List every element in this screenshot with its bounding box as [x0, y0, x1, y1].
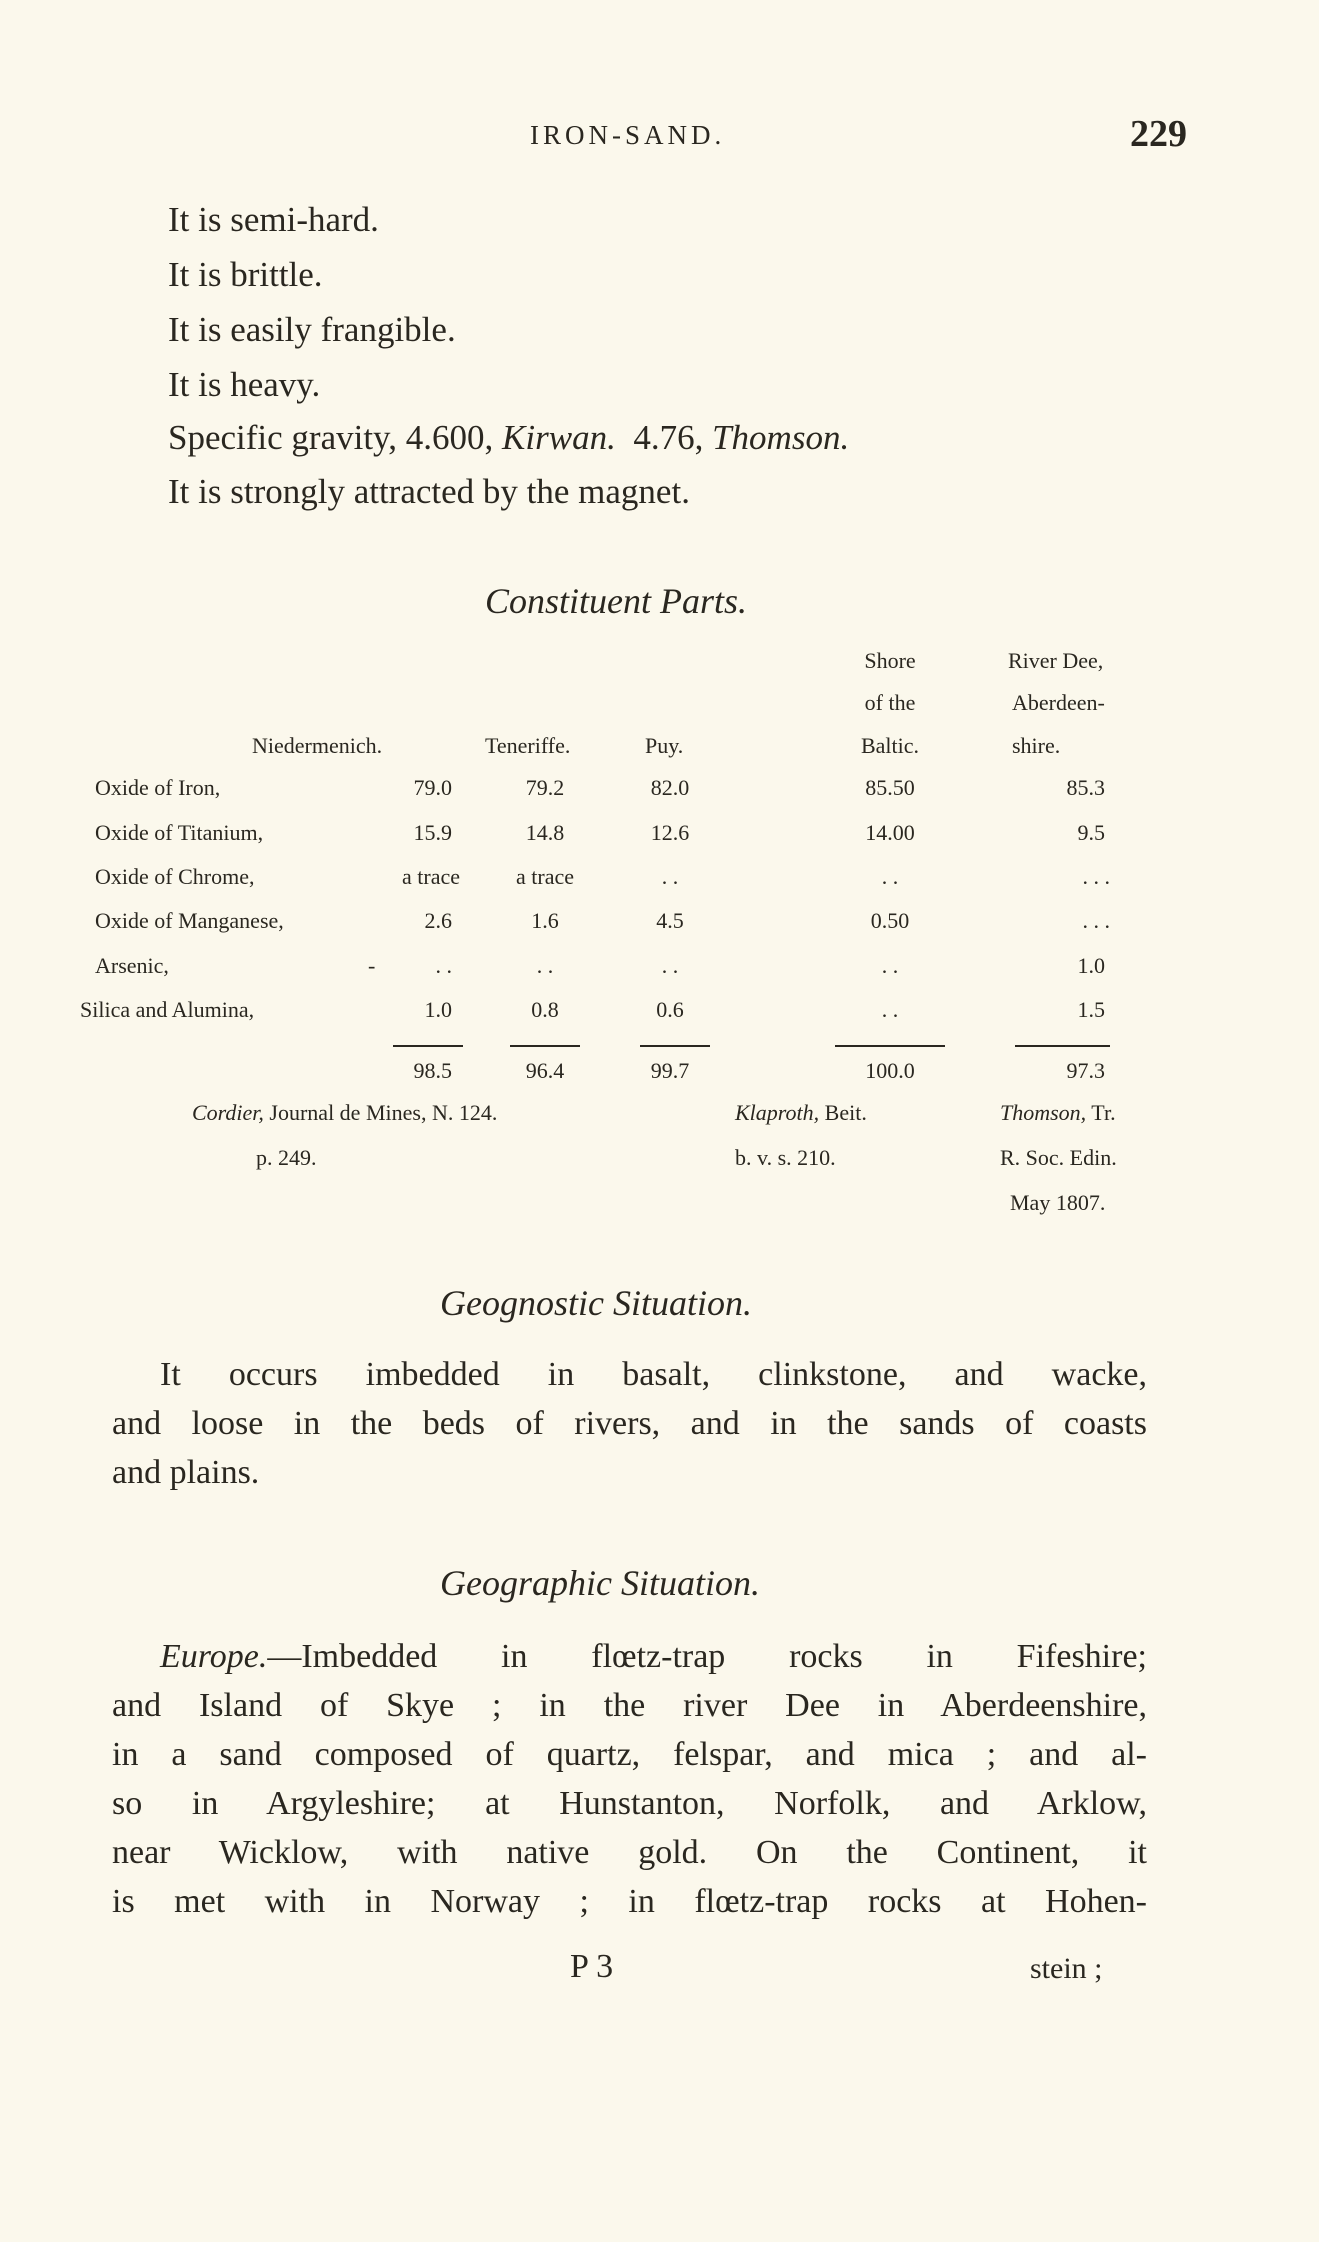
source-thomson: [1000, 1100, 1116, 1126]
source-citation: Journal de Mines, N. 124.: [269, 1100, 498, 1125]
cell-dee: 1.5: [1077, 997, 1105, 1022]
running-head: IRON-SAND.: [530, 120, 726, 150]
col-header-dee: shire.: [1012, 733, 1061, 758]
total-rule: [510, 1045, 580, 1047]
source-author: Klaproth,: [735, 1100, 820, 1125]
page-number: 229: [1130, 113, 1187, 155]
col-header-dee: River Dee,: [1008, 648, 1104, 673]
row-name: Silica and Alumina,: [80, 997, 255, 1022]
row-name: Oxide of Chrome,: [95, 864, 255, 889]
source-cordier: [192, 1100, 497, 1126]
cell-teneriffe: 1.6: [531, 908, 559, 933]
source-author: Cordier,: [192, 1100, 264, 1125]
total-niedermenich: 98.5: [413, 1058, 452, 1083]
geognostic-heading: Geognostic Situation.: [440, 1283, 752, 1323]
total-shore: 100.0: [865, 1058, 915, 1083]
cell-shore: . .: [881, 864, 899, 889]
total-rule: [393, 1045, 463, 1047]
total-dee: 97.3: [1066, 1058, 1105, 1083]
cell-dee: . . .: [1082, 864, 1110, 889]
text-line: and loose in the beds of rivers, and in the sands of coasts: [112, 1405, 1147, 1442]
source-citation: Tr.: [1091, 1100, 1116, 1125]
total-rule: [640, 1045, 710, 1047]
gravity-thomson: Thomson.: [712, 418, 850, 457]
cell-dee: 9.5: [1077, 820, 1105, 845]
cell-niedermenich: . .: [435, 953, 452, 978]
text-line: and plains.: [112, 1454, 260, 1491]
source-klaproth: [735, 1100, 867, 1126]
source-cordier-page: p. 249.: [256, 1145, 317, 1170]
cell-teneriffe: 0.8: [531, 997, 559, 1022]
row-name: Arsenic,: [95, 953, 169, 978]
property-line: It is easily frangible.: [168, 310, 456, 349]
source-citation: Beit.: [824, 1100, 867, 1125]
text-line: and Island of Skye ; in the river Dee in Aberdeenshire,: [112, 1687, 1147, 1724]
cell-teneriffe: 79.2: [525, 775, 565, 800]
region-europe: Europe.: [160, 1638, 268, 1675]
cell-niedermenich: 1.0: [424, 997, 452, 1022]
text-line: is met with in Norway ; in flœtz-trap rocks at Hohen-: [112, 1883, 1147, 1920]
cell-dee: 1.0: [1077, 953, 1105, 978]
source-klaproth-page: b. v. s. 210.: [735, 1145, 836, 1170]
cell-shore: 0.50: [870, 908, 910, 933]
gravity-kirwan: Kirwan.: [502, 418, 616, 457]
cell-puy: 82.0: [650, 775, 690, 800]
cell-puy: . .: [661, 953, 679, 978]
geographic-heading: Geographic Situation.: [440, 1563, 760, 1603]
cell-teneriffe: . .: [536, 953, 554, 978]
col-header-shore: Baltic.: [860, 733, 920, 758]
col-header-dee: Aberdeen-: [1012, 690, 1105, 715]
property-line: It is heavy.: [168, 365, 321, 404]
source-thomson-line3: May 1807.: [1010, 1190, 1106, 1215]
geognostic-paragraph: [112, 1350, 1147, 1497]
cell-dee: . . .: [1082, 908, 1110, 933]
cell-niedermenich: 2.6: [424, 908, 452, 933]
property-line: It is strongly attracted by the magnet.: [168, 472, 690, 511]
cell-shore: . .: [881, 997, 899, 1022]
col-header-shore: of the: [864, 690, 916, 715]
cell-niedermenich: 15.9: [413, 820, 452, 845]
row-name: Oxide of Iron,: [95, 775, 221, 800]
catchword: stein ;: [1030, 1952, 1103, 1985]
total-rule: [835, 1045, 945, 1047]
cell-puy: 0.6: [656, 997, 684, 1022]
cell-shore: 14.00: [865, 820, 915, 845]
cell-puy: 4.5: [656, 908, 684, 933]
cell-shore: 85.50: [865, 775, 915, 800]
cell-niedermenich: a trace: [402, 864, 460, 889]
col-header-niedermenich: Niedermenich.: [252, 733, 383, 758]
col-header-puy: Puy.: [645, 733, 684, 758]
cell-teneriffe: 14.8: [525, 820, 565, 845]
col-header-shore: Shore: [864, 648, 916, 673]
specific-gravity-line: [168, 418, 849, 458]
property-line: It is semi-hard.: [168, 200, 379, 239]
text-line: It occurs imbedded in basalt, clinkstone, and wacke,: [160, 1356, 1147, 1393]
cell-teneriffe: a trace: [516, 864, 574, 889]
row-leader-dash: -: [368, 953, 376, 978]
total-teneriffe: 96.4: [525, 1058, 565, 1083]
geographic-paragraph: [112, 1632, 1147, 1926]
cell-niedermenich: 79.0: [413, 775, 452, 800]
text-line: near Wicklow, with native gold. On the Continent, it: [112, 1834, 1147, 1871]
text-fragment: —Imbedded in flœtz-trap rocks in Fifeshire;: [267, 1638, 1147, 1675]
row-name: Oxide of Manganese,: [95, 908, 284, 933]
row-name: Oxide of Titanium,: [95, 820, 264, 845]
cell-puy: 12.6: [650, 820, 690, 845]
cell-shore: . .: [881, 953, 899, 978]
text-line: in a sand composed of quartz, felspar, and mica ; and al-: [112, 1736, 1147, 1773]
signature-mark: P 3: [570, 1948, 614, 1985]
total-rule: [1015, 1045, 1110, 1047]
constituent-heading: Constituent Parts.: [485, 581, 748, 621]
text-line: so in Argyleshire; at Hunstanton, Norfolk, and Arklow,: [112, 1785, 1147, 1822]
cell-dee: 85.3: [1066, 775, 1105, 800]
source-thomson-line2: R. Soc. Edin.: [1000, 1145, 1117, 1170]
col-header-teneriffe: Teneriffe.: [485, 733, 571, 758]
text-line: [112, 1632, 1147, 1681]
source-author: Thomson,: [1000, 1100, 1087, 1125]
gravity-prefix: Specific gravity, 4.600,: [168, 418, 494, 457]
gravity-mid: 4.76,: [633, 418, 704, 457]
property-line: It is brittle.: [168, 255, 323, 294]
cell-puy: . .: [661, 864, 679, 889]
total-puy: 99.7: [650, 1058, 690, 1083]
